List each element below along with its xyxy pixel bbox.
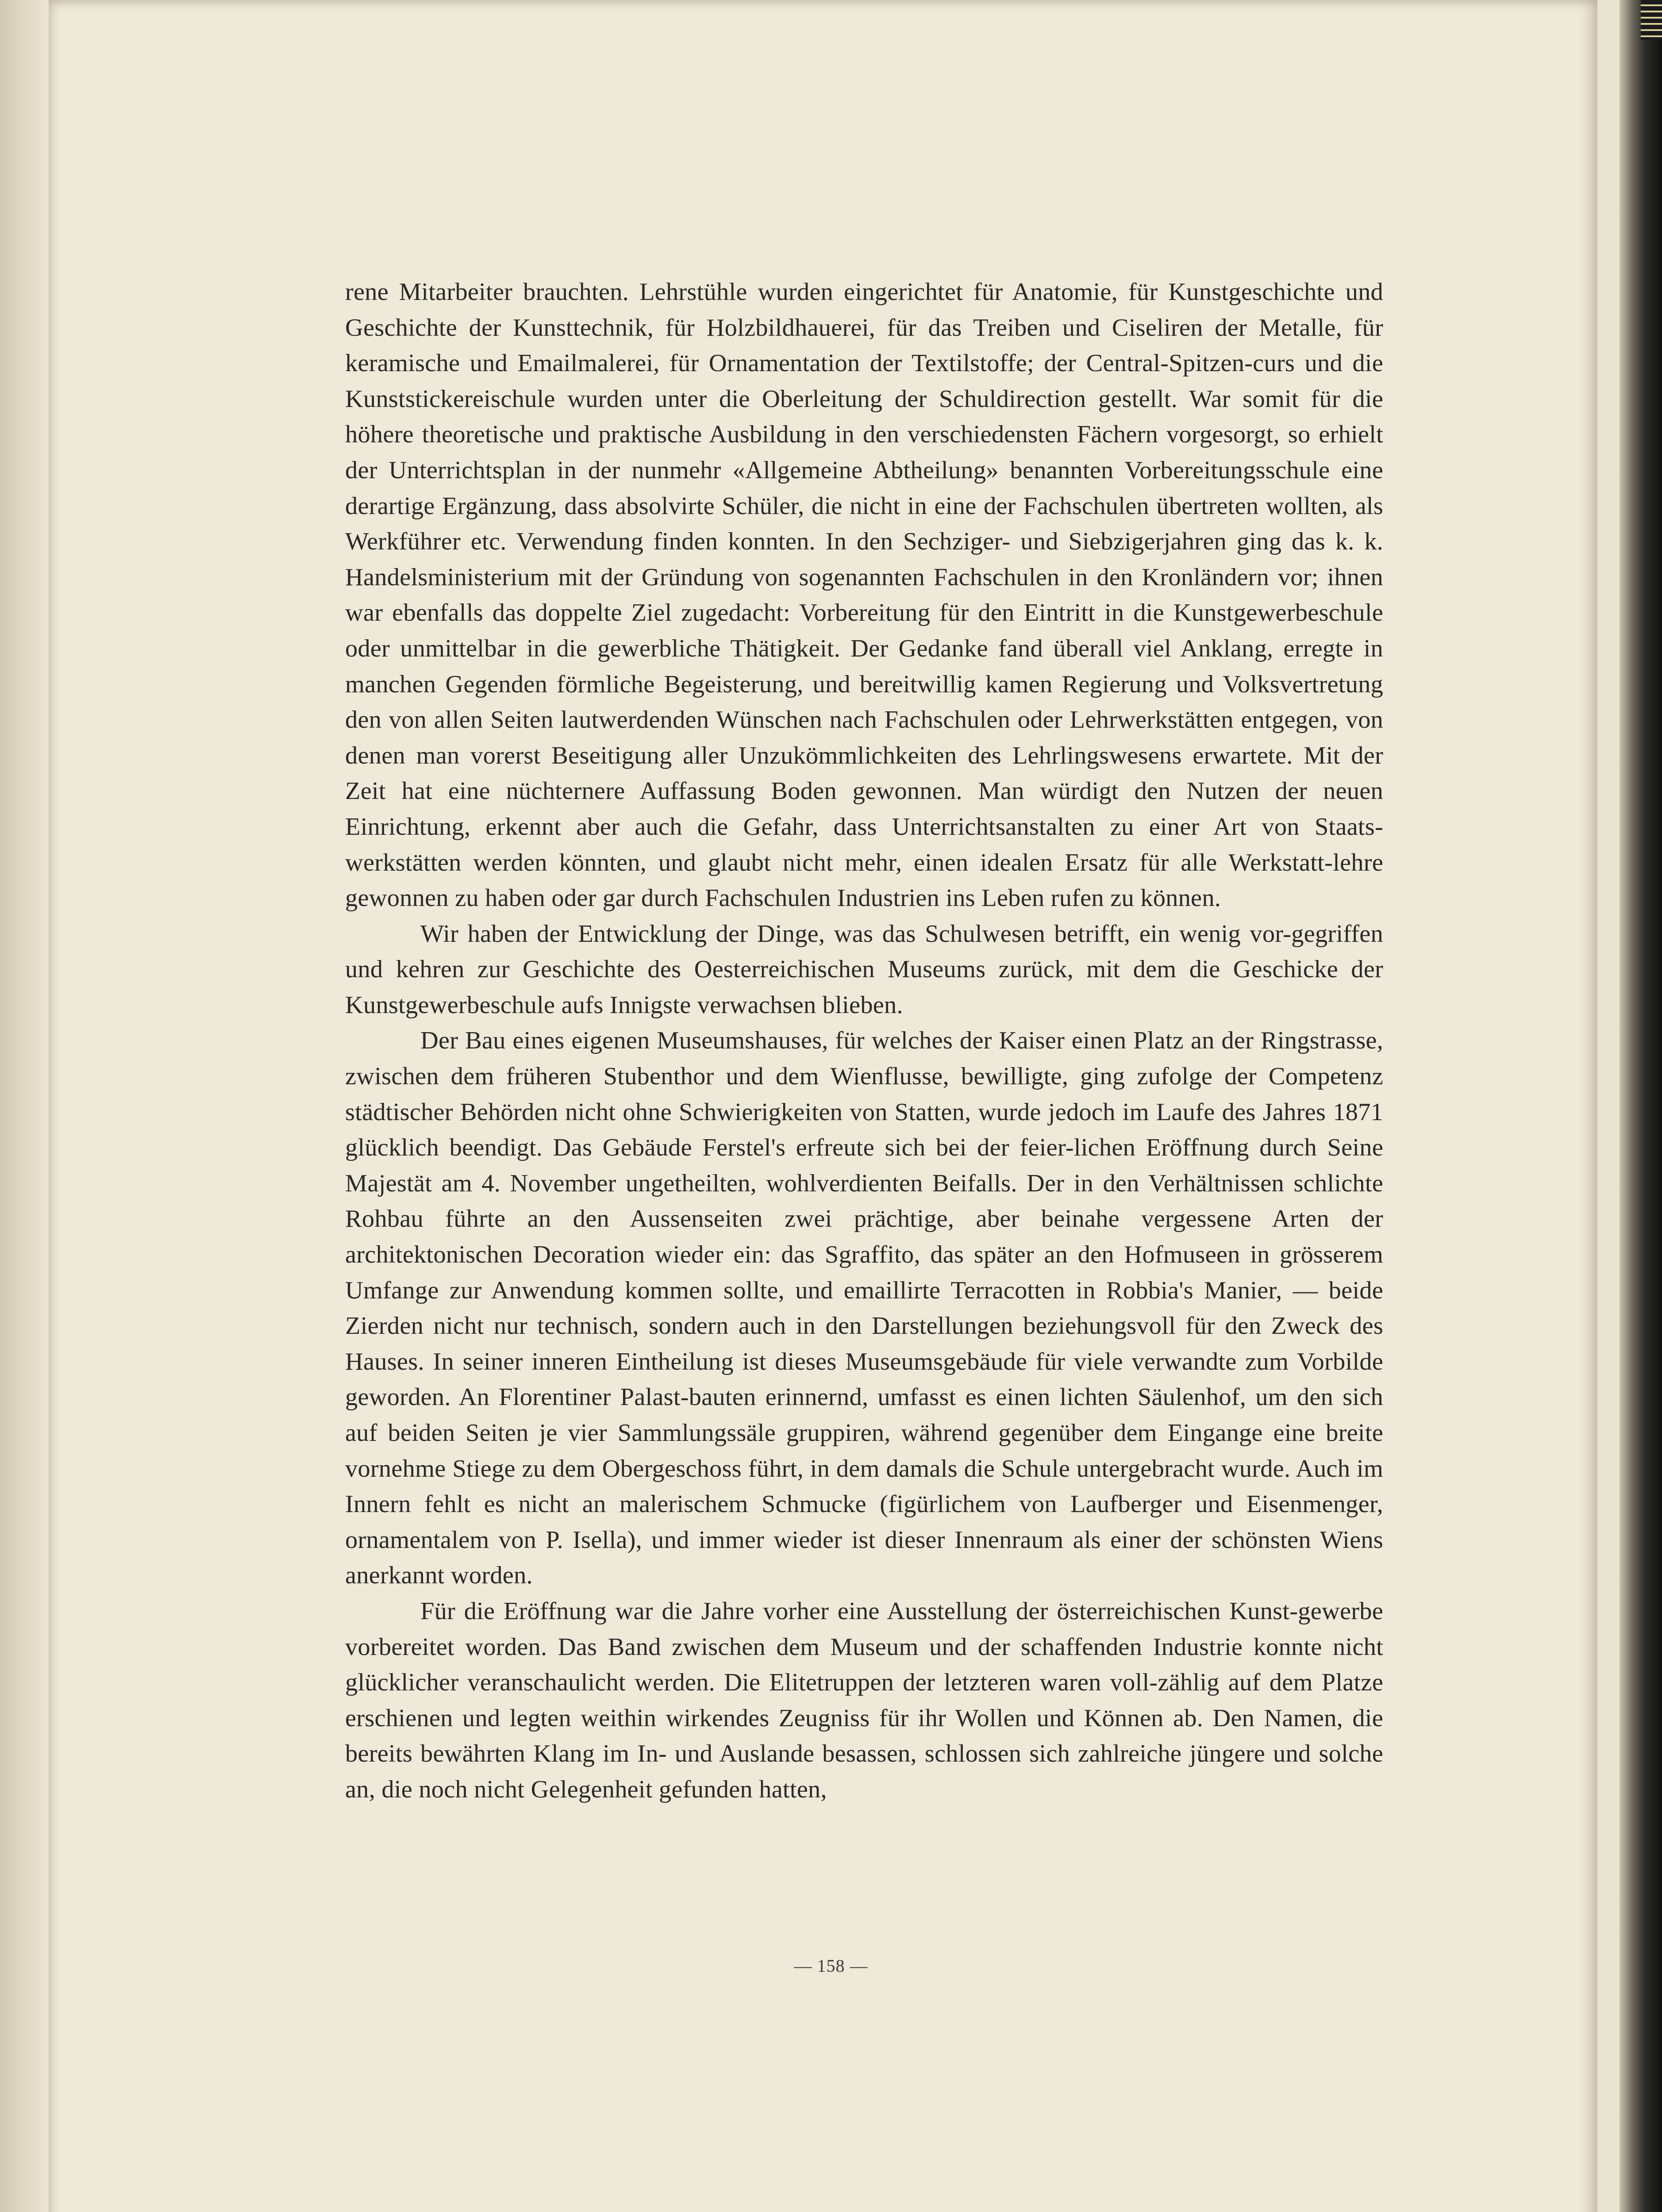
body-text bbox=[345, 274, 1383, 1808]
scan-edge-left bbox=[0, 0, 49, 2212]
paragraph-1: rene Mitarbeiter brauchten. Lehrstühle wurden eingerichtet für Anatomie, für Kunstgeschichte und Geschichte der Kunsttechnik, für Holzbildhauerei, für das Treiben und Ciseliren der Metalle, für keramische und Emailmalerei, für Ornamentation der Textilstoffe; der Central-Spitzen-curs und die Kunststickereischule wurden unter die Oberleitung der Schuldirection gestellt. War somit für die höhere theoretische und praktische Ausbildung in den verschiedensten Fächern vorgesorgt, so erhielt der Unterrichtsplan in der nunmehr «Allgemeine Abtheilung» benannten Vorbereitungsschule eine derartige Ergänzung, dass absolvirte Schüler, die nicht in eine der Fachschulen übertreten wollten, als Werkführer etc. Verwendung finden konnten. In den Sechziger- und Siebzigerjahren ging das k. k. Handelsministerium mit der Gründung von sogenannten Fachschulen in den Kronländern vor; ihnen war ebenfalls das doppelte Ziel zugedacht: Vorbereitung für den Eintritt in die Kunstgewerbeschule oder unmittelbar in die gewerbliche Thätigkeit. Der Gedanke fand überall viel Anklang, erregte in manchen Gegenden förmliche Begeisterung, und bereitwillig kamen Regierung und Volksvertretung den von allen Seiten lautwerdenden Wünschen nach Fachschulen oder Lehrwerkstätten entgegen, von denen man vorerst Beseitigung aller Unzukömmlichkeiten des Lehrlingswesens erwartete. Mit der Zeit hat eine nüchternere Auffassung Boden gewonnen. Man würdigt den Nutzen der neuen Einrichtung, erkennt aber auch die Gefahr, dass Unterrichtsanstalten zu einer Art von Staats-werkstätten werden könnten, und glaubt nicht mehr, einen idealen Ersatz für alle Werkstatt-lehre gewonnen zu haben oder gar durch Fachschulen Industrien ins Leben rufen zu können. bbox=[345, 278, 1383, 912]
paragraph-3: Der Bau eines eigenen Museumshauses, für welches der Kaiser einen Platz an der Ringstrasse, zwischen dem früheren Stubenthor und dem Wienflusse, bewilligte, ging zufolge der Competenz städtischer Behörden nicht ohne Schwierigkeiten von Statten, wurde jedoch im Laufe des Jahres 1871 glücklich beendigt. Das Gebäude Ferstel's erfreute sich bei der feier-lichen Eröffnung durch Seine Majestät am 4. November ungetheilten, wohlverdienten Beifalls. Der in den Verhältnissen schlichte Rohbau führte an den Aussenseiten zwei prächtige, aber beinahe vergessene Arten der architektonischen Decoration wieder ein: das Sgraffito, das später an den Hofmuseen in grösserem Umfange zur Anwendung kommen sollte, und emaillirte Terracotten in Robbia's Manier, — beide Zierden nicht nur technisch, sondern auch in den Darstellungen beziehungsvoll für den Zweck des Hauses. In seiner inneren Eintheilung ist dieses Museumsgebäude für viele verwandte zum Vorbilde geworden. An Florentiner Palast-bauten erinnernd, umfasst es einen lichten Säulenhof, um den sich auf beiden Seiten je vier Sammlungssäle gruppiren, während gegenüber dem Eingange eine breite vornehme Stiege zu dem Obergeschoss führt, in dem damals die Schule untergebracht wurde. Auch im Innern fehlt es nicht an malerischem Schmucke (figürlichem von Laufberger und Eisenmenger, ornamentalem von P. Isella), und immer wieder ist dieser Innenraum als einer der schönsten Wiens anerkannt worden. bbox=[345, 1027, 1383, 1590]
paragraph-4: Für die Eröffnung war die Jahre vorher eine Ausstellung der österreichischen Kunst-gewerbe vorbereitet worden. Das Band zwischen dem Museum und der schaffenden Industrie konnte nicht glücklicher veranschaulicht werden. Die Elitetruppen der letzteren waren voll-zählig auf dem Platze erschienen und legten weithin wirkendes Zeugniss für ihr Wollen und Können ab. Den Namen, die bereits bewährten Klang im In- und Auslande besassen, schlossen sich zahlreiche jüngere und solche an, die noch nicht Gelegenheit gefunden hatten, bbox=[345, 1597, 1383, 1803]
page-number: — 158 — bbox=[794, 1956, 868, 1976]
paragraph-2: Wir haben der Entwicklung der Dinge, was das Schulwesen betrifft, ein wenig vor-gegriffen und kehren zur Geschichte des Oesterreichischen Museums zurück, mit dem die Geschicke der Kunstgewerbeschule aufs Innigste verwachsen blieben. bbox=[345, 920, 1383, 1019]
binding-strip bbox=[1641, 0, 1662, 40]
scan-edge-right bbox=[1620, 0, 1662, 2212]
